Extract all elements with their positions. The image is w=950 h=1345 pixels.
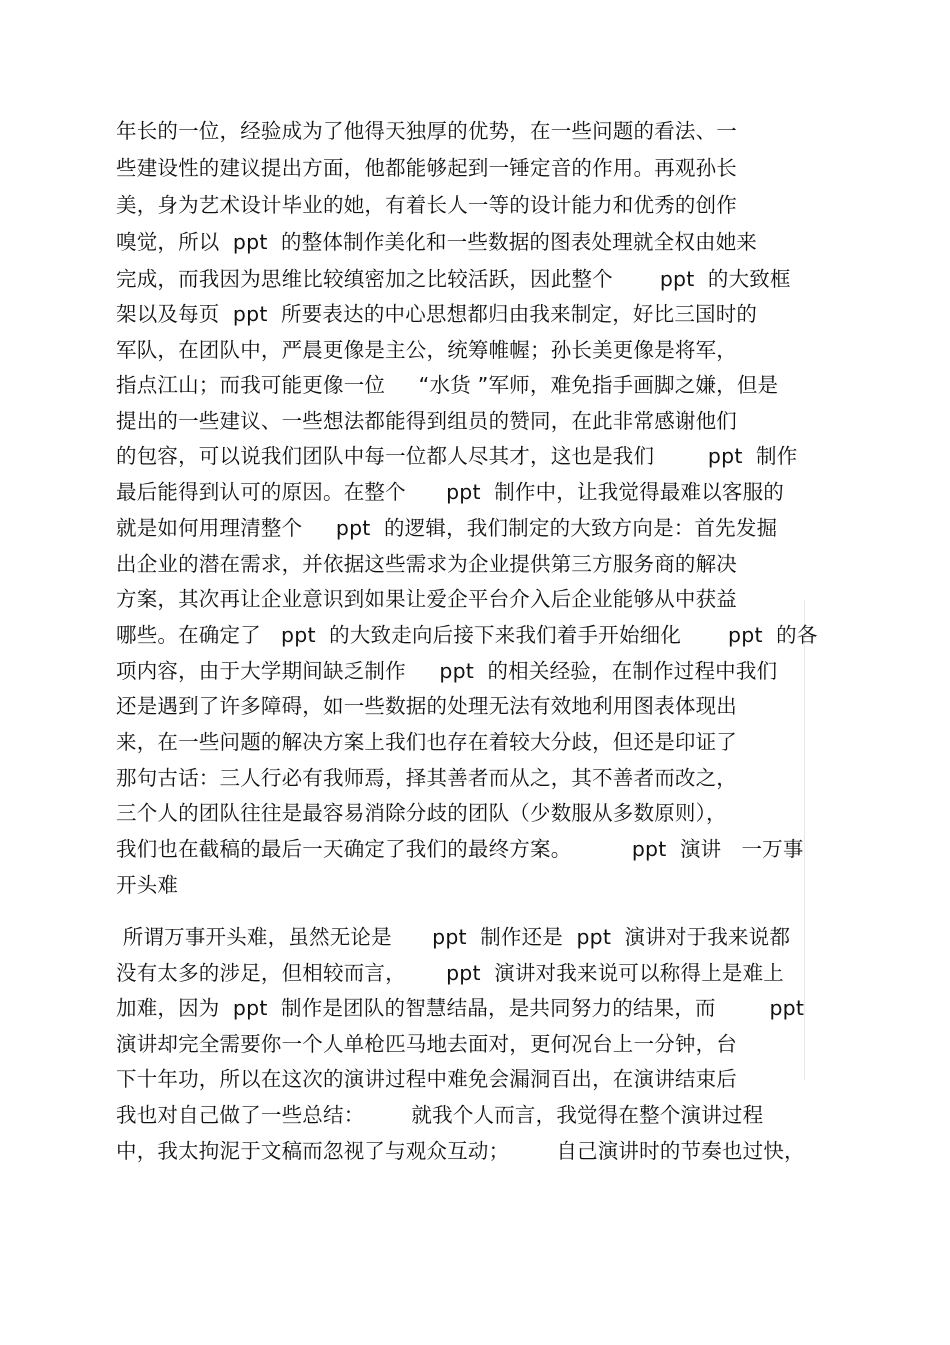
page-edge-line: [804, 600, 805, 1080]
text-line: 来，在一些问题的解决方案上我们也存在着较大分歧，但还是印证了: [116, 730, 737, 754]
text-line: 开头难: [116, 873, 179, 897]
text-line: 还是遇到了许多障碍，如一些数据的处理无法有效地利用图表体现出: [116, 694, 737, 718]
text-line: 项内容，由于大学期间缺乏制作 ppt 的相关经验，在制作过程中我们: [116, 659, 778, 683]
text-line: 年长的一位，经验成为了他得天独厚的优势，在一些问题的看法、一: [116, 119, 737, 143]
text-line: 我也对自己做了一些总结： 就我个人而言，我觉得在整个演讲过程: [116, 1103, 764, 1127]
text-line: 哪些。在确定了 ppt 的大致走向后接下来我们着手开始细化 ppt 的各: [116, 623, 818, 647]
text-line: 些建设性的建议提出方面，他都能够起到一锤定音的作用。再观孙长: [116, 156, 737, 180]
text-line: 最后能得到认可的原因。在整个 ppt 制作中，让我觉得最难以客服的: [116, 480, 784, 504]
text-line: 我们也在截稿的最后一天确定了我们的最终方案。 ppt 演讲 一万事: [116, 837, 804, 861]
text-line: 演讲却完全需要你一个人单枪匹马地去面对，更何况台上一分钟，台: [116, 1032, 737, 1056]
text-line: 军队，在团队中，严晨更像是主公，统筹帷幄；孙长美更像是将军，: [116, 338, 737, 362]
text-line: 下十年功，所以在这次的演讲过程中难免会漏洞百出，在演讲结束后: [116, 1067, 737, 1091]
text-line: 方案，其次再让企业意识到如果让爱企平台介入后企业能够从中获益: [116, 587, 737, 611]
text-line: 加难，因为 ppt 制作是团队的智慧结晶，是共同努力的结果，而 ppt: [116, 996, 805, 1020]
text-line: 没有太多的涉足，但相较而言， ppt 演讲对我来说可以称得上是难上: [116, 961, 784, 985]
text-line: 那句古话：三人行必有我师焉，择其善者而从之，其不善者而改之，: [116, 766, 737, 790]
text-line: 提出的一些建议、一些想法都能得到组员的赞同，在此非常感谢他们: [116, 409, 737, 433]
text-line: 美，身为艺术设计毕业的她，有着长人一等的设计能力和优秀的创作: [116, 193, 737, 217]
text-line: 中，我太拘泥于文稿而忽视了与观众互动； 自己演讲时的节奏也过快，: [116, 1139, 805, 1163]
text-line: 架以及每页 ppt 所要表达的中心思想都归由我来制定，好比三国时的: [116, 302, 758, 326]
text-line: 指点江山；而我可能更像一位 “水货 ”军师，难免指手画脚之嫌，但是: [116, 373, 779, 397]
text-line: 嗅觉，所以 ppt 的整体制作美化和一些数据的图表处理就全权由她来: [116, 230, 758, 254]
text-line: 完成，而我因为思维比较缜密加之比较活跃，因此整个 ppt 的大致框: [116, 267, 791, 291]
text-line: 出企业的潜在需求，并依据这些需求为企业提供第三方服务商的解决: [116, 552, 737, 576]
text-line: 就是如何用理清整个 ppt 的逻辑，我们制定的大致方向是：首先发掘: [116, 516, 778, 540]
text-line: 三个人的团队往往是最容易消除分歧的团队（少数服从多数原则），: [116, 801, 727, 825]
text-line: 的包容，可以说我们团队中每一位都人尽其才，这也是我们 ppt 制作: [116, 444, 798, 468]
text-line: 所谓万事开头难，虽然无论是 ppt 制作还是 ppt 演讲对于我来说都: [116, 925, 791, 949]
